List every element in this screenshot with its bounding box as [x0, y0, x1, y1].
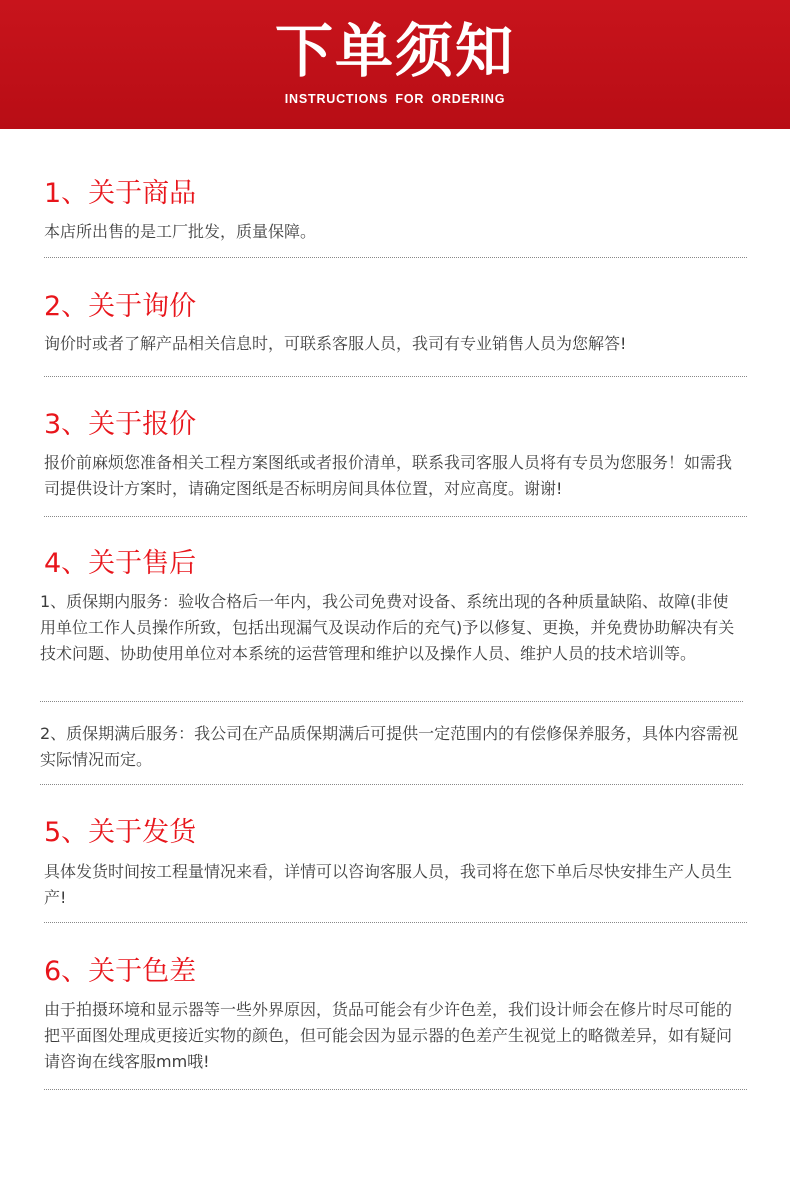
divider: [44, 1089, 747, 1090]
section-text-warranty-period: 1、质保期内服务：验收合格后一年内，我公司免费对设备、系统出现的各种质量缺陷、故障(非使用单位工作人员操作所致，包括出现漏气及误动作后的充气)予以修复、更换，并免费协助解决有关技术问题、协助使用单位对本系统的运营管理和维护以及操作人员、维护人员的技术培训等。: [40, 592, 735, 663]
divider: [44, 257, 747, 258]
section-text-color-difference: 由于拍摄环境和显示器等一些外界原因，货品可能会有少许色差，我们设计师会在修片时尽可能的把平面图处理成更接近实物的颜色，但可能会因为显示器的色差产生视觉上的略微差异，如有疑问请咨询在线客服mm哦!: [44, 1000, 733, 1071]
section-heading-product: 1、关于商品: [44, 178, 197, 209]
divider: [44, 376, 747, 377]
divider: [44, 922, 747, 923]
section-heading-color-difference: 6、关于色差: [44, 956, 197, 987]
section-text-inquiry: 询价时或者了解产品相关信息时，可联系客服人员，我司有专业销售人员为您解答!: [44, 334, 627, 353]
section-text-shipping: 具体发货时间按工程量情况来看，详情可以咨询客服人员，我司将在您下单后尽快安排生产人员生产!: [44, 862, 733, 907]
section-heading-inquiry: 2、关于询价: [44, 291, 197, 322]
section-heading-quote: 3、关于报价: [44, 409, 197, 440]
divider: [40, 784, 743, 785]
divider: [44, 516, 747, 517]
header-banner: [0, 0, 790, 129]
page-title: 下单须知: [274, 17, 515, 85]
section-heading-after-sales: 4、关于售后: [44, 548, 197, 579]
section-text-quote: 报价前麻烦您准备相关工程方案图纸或者报价清单，联系我司客服人员将有专员为您服务！如需我司提供设计方案时，请确定图纸是否标明房间具体位置，对应高度。谢谢!: [44, 453, 733, 498]
page-subtitle: INSTRUCTIONS FOR ORDERING: [284, 92, 506, 106]
section-text-product: 本店所出售的是工厂批发，质量保障。: [44, 222, 317, 241]
section-heading-shipping: 5、关于发货: [44, 817, 197, 848]
divider: [40, 701, 743, 702]
section-text-post-warranty: 2、质保期满后服务：我公司在产品质保期满后可提供一定范围内的有偿修保养服务，具体内容需视实际情况而定。: [40, 724, 739, 769]
